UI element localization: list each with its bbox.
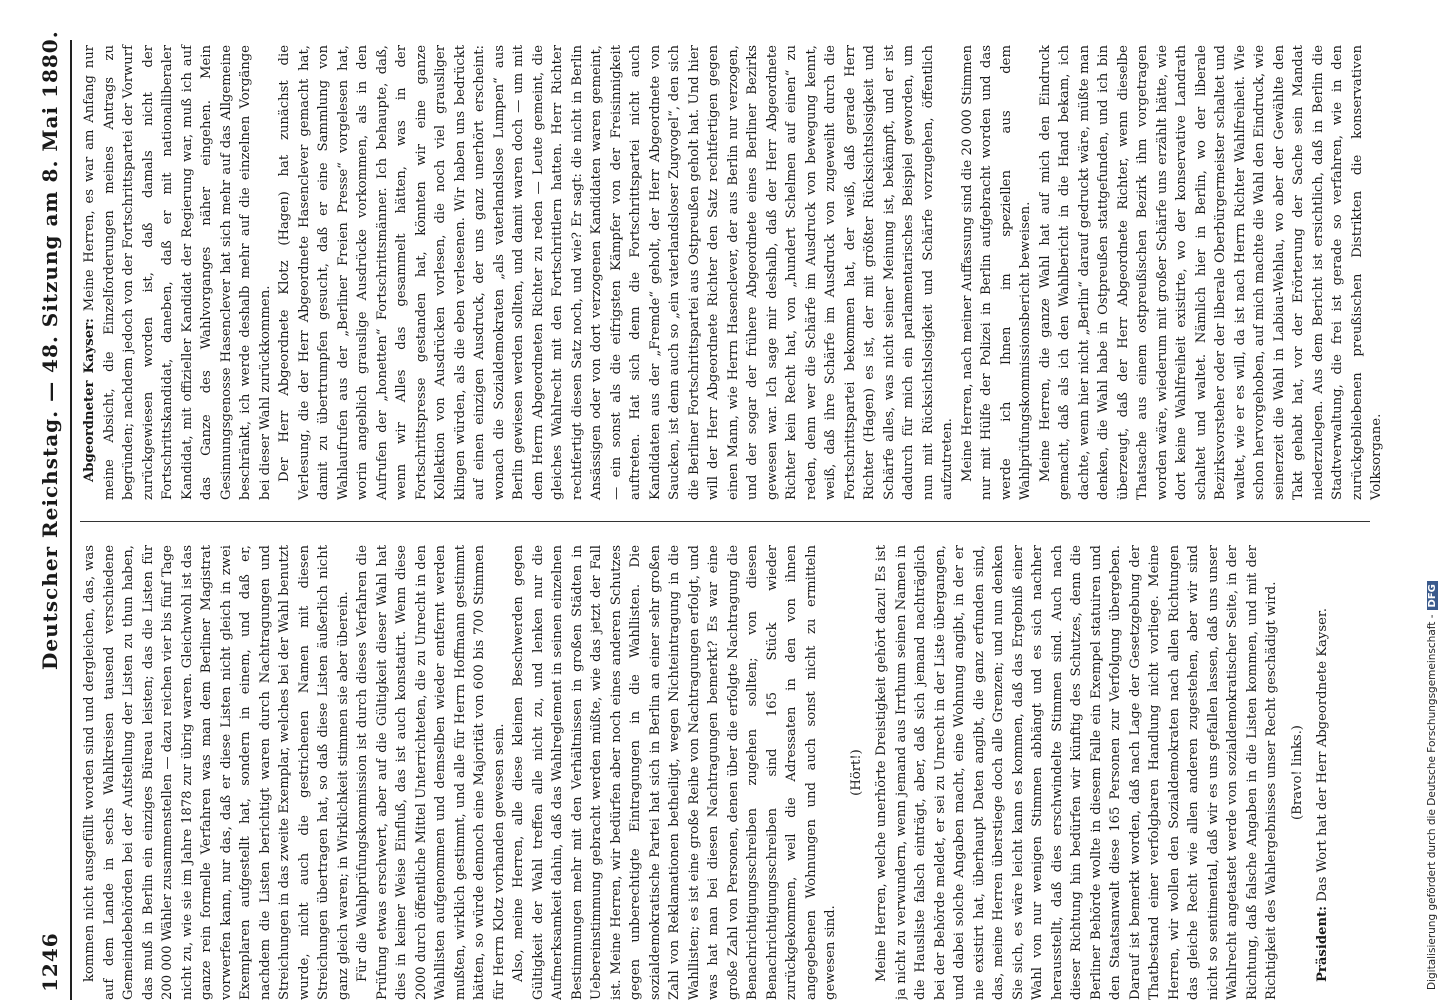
paragraph: Meine Herren, welche unerhörte Dreistigkeit gehört dazu! Es ist ja nicht zu verwundern, wenn jemand aus Irrthum seinen Namen in die Hausliste falsch einträgt, aber, daß sich jemand nachträglich bei der Behörde meldet, er sei zu Unrecht in der Liste übergangen, und dabei solche Angaben macht, eine Wohnung angibt, in der er nie existirt hat, überhaupt Daten angibt, die ganz erfunden sind, das, meine Herren überstiege doch alle Grenzen; und nun denken Sie sich, es wäre leicht kann es kommen, daß das Ergebniß einer Wahl von nur wenigen Stimmen abhängt und es sich nachher herausstellt, daß dies erschwindelte Stimmen sind. Auch nach dieser Richtung hin bedürfen wir künftig des Schutzes, denn die Berliner Behörde wollte in diesem Falle ein Exempel statuiren und den Staatsanwalt diese 165 Personen zur Verfolgung übergeben. Darauf ist bemerkt worden, daß nach Lage der Gesetzgebung der Thatbestand einer verfolgbaren Handlung nicht vorliege. Meine Herren, wir wollen den Sozialdemokraten nach allen Richtungen das gleiche Recht wie allen anderen zugestehen, aber wir sind nicht so sentimental, daß wir es uns gefallen lassen, daß uns unser Wahlrecht angetastet werde von sozialdemokratischer Seite, in der Richtung, daß falsche Angaben in die Listen kommen, und mit der Richtigkeit des Wahlergebnisses unser Recht geschädigt wird. [874,545,1279,1000]
rotated-page-content [30,30,1402,1000]
page-number: 1246 [38,932,62,992]
page-header [30,30,70,1000]
header-rule [70,40,72,1000]
speaker-label: Präsident: [1315,905,1330,982]
speech-opening [80,45,275,500]
left-column [80,545,1380,1000]
president-statement [1313,545,1333,1000]
paragraph: Meine Herren, es war am Anfang nur meine Absicht, die Einzelforderungen meines Antrags zu begründen; nachdem jedoch von der Fortschrittspartei der Vorwurf zurückgewiesen worden ist, daß damals nicht der Fortschrittskandidat, daneben, daß er mit nationalliberaler Kandidat, mit offizieller Kandidat der Regierung war, muß ich auf das Ganze des Wahlvorganges näher eingehen. Mein Gesinnungsgenosse Hasenclever hat sich mehr auf das Allgemeine beschränkt, ich werde deshalb mehr auf die einzelnen Vorgänge bei dieser Wahl zurückkommen. [82,45,273,500]
credit-sidebar [1402,0,1438,1000]
credit-text-wrapper [1426,581,1438,990]
paragraph: Für die Wahlprüfungskommission ist durch dieses Verfahren die Prüfung etwas erschwert, aber auf die Gültigkeit dieser Wahl hat dies in keiner Weise Einfluß, das ist auch konstatirt. Wenn diese 2000 durch öffentliche Mittel Unterrichteten, die zu Unrecht in den Wahllisten aufgenommen und demselben wieder entfernt werden mußten, wirklich gestimmt, und alle für Herrn Hoffmann gestimmt hätten, so würde dennoch eine Majorität von 600 bis 700 Stimmen für Herrn Klotz vorhanden gewesen sein. [355,545,507,1000]
interjection: (Bravo! links.) [1289,725,1305,820]
page-title: Deutscher Reichstag. — 48. Sitzung am 8. Mai 1880. [38,30,62,670]
speaker-label: Abgeordneter Kayser: [82,318,97,482]
right-column [80,45,1384,500]
speaker-text: Das Wort hat der Herr Abgeordnete Kayser. [1315,608,1330,902]
paragraph: Der Herr Abgeordnete Klotz (Hagen) hat zunächst die Verlesung, die der Herr Abgeordnete Hasenclever gemacht hat, damit zu übertrumpfen gesucht, daß er eine Sammlung von Wahlaufrufen aus der „Berliner Freien Presse“ vorgelesen hat, worin angeblich grauslige Ausdrücke vorkommen, als in den Aufrufen der „honetten“ Fortschrittsmänner. Ich behaupte, daß, wenn wir Alles das gesammelt hätten, was in der Fortschrittspresse gestanden hat, könnten wir eine ganze Kollektion von Ausdrücken vorlesen, die noch viel grausliger klingen würden, als die eben verlesenen. Wir haben uns bedrückt auf einen einzigen Ausdruck, der uns ganz unerhört erscheint: wonach die Sozialdemokraten „als vaterlandslose Lumpen“ aus Berlin gewiesen werden sollten, und damit waren doch — um mit dem Herrn Abgeordneten Richter zu reden — Leute gemeint, die gleiches Wahlrecht mit den Fortschrittlern hatten. Herr Richter rechtfertigt diesen Satz noch, und wie? Er sagt: die nicht in Berlin Ansässigen oder von dort verzogenen Kandidaten waren gemeint, — ein sonst als die eifrigsten Kämpfer von der Freisinnigkeit auftreten. Hat sich denn die Fortschrittspartei nicht auch Kandidaten aus der „Fremde“ geholt, der Herr Abgeordnete von Saucken, ist denn auch so „ein vaterlandsloser Zugvogel“, den sich die Berliner Fortschrittspartei aus Ostpreußen geholt hat. Und hier will der Herr Abgeordnete Richter den Satz rechtfertigen gegen einen Mann, wie Herrn Hasenclever, der aus Berlin nur verzogen, und der sogar der frühere Abgeordnete eines Berliner Bezirks gewesen war. Ich sage mir deshalb, daß der Herr Abgeordnete Richter kein Recht hat, von „hundert Schelmen auf einen“ zu reden, denn wer die Schärfe im Ausdruck von bewegung kennt, weiß, daß ihre Schärfe im Ausdruck von zugeweiht durch die Fortschrittspartei bekommen hat, der weiß, daß gerade Herr Richter (Hagen) es ist, der mit größter Rücksichtslosigkeit und Schärfe alles, was nicht seiner Meinung ist, bekämpft, und er ist dadurch für mich ein parlamentarisches Beispiel geworden, um nun mit Rücksichtslosigkeit und Schärfe vorzugehen, öffentlich aufzutreten. [277,45,955,500]
paragraph: Meine Herren, nach meiner Auffassung sind die 20 000 Stimmen nur mit Hülfe der Polizei in Berlin aufgebracht worden und das werde ich Ihnen im speziellen aus dem Wahlprüfungskommissionsbericht beweisen. [959,45,1033,500]
paragraph: Also, meine Herren, alle diese kleinen Beschwerden gegen Gültigkeit der Wahl treffen alle nicht zu, und lenken nur die Aufmerksamkeit dahin, daß das Wahlreglement in seinen einzelnen Bestimmungen mehr mit den Verhältnissen in großen Städten in Uebereinstimmung gebracht werden müßte, wie das jetzt der Fall ist. Meine Herren, wir bedürfen aber noch eines anderen Schutzes gegen unberechtigte Eintragungen in die Wahllisten. Die sozialdemokratische Partei hat sich in Berlin an einer sehr großen Zahl von Reklamationen betheiligt, wegen Nichteintragung in die Wahllisten; es ist eine große Reihe von Nachtragungen erfolgt, und was hat man bei diesen Nachtragungen bemerkt? Es war eine große Zahl von Personen, denen über die erfolgte Nachtragung die Benachrichtigungsschreiben zugehen sollten; von diesen Benachrichtigungsschreiben sind 165 Stück wieder zurückgekommen, weil die Adressaten in den von ihnen angegebenen Wohnungen und auch sonst nicht zu ermitteln gewesen sind. [511,545,838,1000]
credit-text: Digitalisierung gefördert durch die Deutsche Forschungsgemeinschaft - [1426,614,1438,990]
column-divider [80,521,1370,522]
paragraph: kommen nicht ausgefüllt worden sind und dergleichen, das, was auf dem Lande in sechs Wahlkreisen tausend verschiedene Gemeindebehörden bei der Aufstellung der Listen zu thun haben, das muß in Berlin ein einziges Büreau leisten; das die Listen für 200 000 Wähler zusammenstellen — dazu reichen vier bis fünf Tage nicht zu, wie sie im Jahre 1878 zur übrig waren. Gleichwohl ist das ganze rein formelle Verfahren was man dem Berliner Magistrat vorwerfen kann, nur das, daß er diese Listen nicht gleich in zwei Exemplaren aufgestellt hat, sondern in einem, und daß er, nachdem die Listen berichtigt waren durch Nachtragungen und Streichungen in das zweite Exemplar, welches bei der Wahl benutzt wurde, nicht auch die gestrichenen Namen mit diesen Streichungen übertragen hat, so daß diese Listen äußerlich nicht ganz gleich waren; in Wirklichkeit stimmen sie aber überein. [82,545,351,1000]
interjection: (Hört!) [848,749,864,796]
paragraph: Meine Herren, die ganze Wahl hat auf mich den Eindruck gemacht, daß als ich den Wahlbericht in die Hand bekam, ich dachte, wenn hier nicht „Berlin“ darauf gedruckt wäre, müßte man denken, die Wahl habe in Ostpreußen stattgefunden, und ich bin überzeugt, daß der Herr Abgeordnete Richter, wenn dieselbe Thatsache aus einem ostpreußischen Bezirk ihm vorgetragen worden wäre, wiederum mit großer Schärfe uns erzählt hätte, wie dort keine Wahlfreiheit existirte, wo der konservative Landrath schaltet und waltet. Nämlich hier in Berlin, wo der liberale Bezirksvorsteher oder der liberale Oberbürgermeister schaltet und waltet, wie er es will, da ist nach Herrn Richter Wahlfreiheit. Wie schon hervorgehoben, auf mich machte die Wahl den Eindruck, wie seinerzeit die Wahl in Labiau-Wehlau, wo aber der Gewählte den Takt gehabt hat, vor der Erörterung der Sache sein Mandat niederzulegen. Aus dem Bericht ist ersichtlich, daß in Berlin die Stadtverwaltung, die frei ist gerade so verfahren, wie in den zurückgebliebenen preußischen Distrikten die konservativen Volksorgane. [1037,45,1384,500]
dfg-logo: DFG [1427,581,1438,610]
